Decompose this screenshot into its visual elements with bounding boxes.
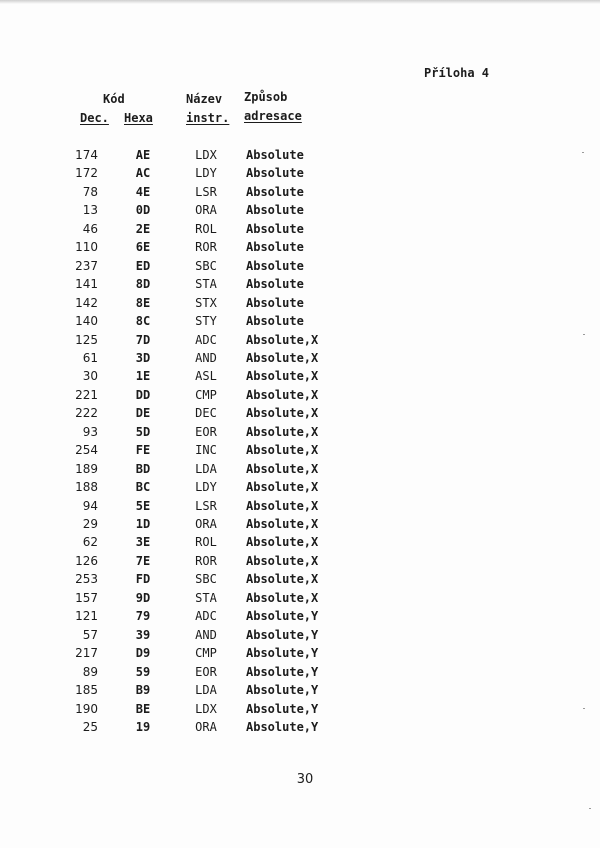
table-row: [0, 700, 600, 718]
header-hexa: Hexa: [124, 111, 153, 125]
cell-mode: Absolute,X: [246, 443, 319, 458]
cell-hex: FD: [135, 572, 151, 587]
table-row: [0, 275, 600, 293]
cell-mode: Absolute,X: [246, 350, 319, 365]
cell-dec: 89: [82, 664, 98, 679]
scan-top-edge: [0, 0, 600, 4]
cell-mode: Absolute,X: [246, 498, 319, 513]
cell-instr: ORA: [195, 517, 217, 531]
table-row: [0, 570, 600, 588]
cell-instr: SBC: [195, 258, 217, 273]
cell-instr: ROL: [195, 221, 217, 236]
cell-dec: 46: [82, 221, 98, 236]
table-row: [0, 533, 600, 551]
cell-hex: 8C: [135, 314, 151, 329]
table-row: [0, 386, 600, 404]
header-code: Kód: [103, 92, 125, 106]
cell-dec: 121: [75, 609, 98, 624]
cell-dec: 221: [75, 387, 98, 402]
cell-hex: AC: [135, 166, 151, 181]
cell-dec: 57: [82, 627, 98, 642]
cell-mode: Absolute: [246, 277, 304, 292]
cell-instr: EOR: [195, 664, 217, 679]
cell-instr: ASL: [195, 369, 217, 384]
cell-dec: 254: [75, 443, 98, 458]
cell-instr: ORA: [195, 719, 217, 734]
cell-instr: SBC: [195, 572, 217, 587]
table-row: [0, 238, 600, 256]
cell-instr: LDY: [195, 480, 217, 495]
cell-dec: 237: [75, 258, 98, 273]
table-row: [0, 663, 600, 681]
cell-dec: 78: [82, 184, 98, 199]
table-row: [0, 515, 600, 533]
cell-instr: ROL: [195, 535, 217, 550]
cell-mode: Absolute,Y: [246, 664, 319, 679]
cell-instr: LSR: [195, 498, 217, 513]
cell-instr: ORA: [195, 203, 217, 218]
cell-instr: AND: [195, 627, 217, 642]
cell-hex: 39: [135, 627, 151, 642]
cell-mode: Absolute: [246, 184, 304, 199]
cell-dec: 94: [82, 498, 98, 513]
cell-hex: 3E: [135, 535, 151, 550]
cell-dec: 13: [82, 203, 98, 218]
cell-mode: Absolute,Y: [246, 719, 319, 734]
cell-hex: BC: [135, 480, 151, 495]
cell-instr: LSR: [195, 184, 217, 199]
cell-mode: Absolute,Y: [246, 609, 319, 624]
cell-dec: 93: [82, 424, 98, 439]
scan-speck: [583, 334, 585, 335]
table-row: [0, 164, 600, 182]
cell-dec: 140: [75, 314, 98, 329]
table-row: [0, 718, 600, 736]
table-row: [0, 220, 600, 238]
cell-instr: LDA: [195, 683, 217, 698]
table-row: [0, 257, 600, 275]
cell-mode: Absolute: [246, 295, 304, 310]
cell-dec: 185: [75, 683, 98, 698]
cell-dec: 141: [75, 277, 98, 292]
cell-dec: 25: [82, 719, 98, 734]
cell-mode: Absolute,X: [246, 480, 319, 495]
table-row: [0, 183, 600, 201]
cell-dec: 222: [75, 406, 98, 421]
cell-mode: Absolute,X: [246, 387, 319, 402]
header-name: Název: [186, 92, 223, 106]
cell-mode: Absolute,X: [246, 424, 319, 439]
cell-mode: Absolute,X: [246, 461, 319, 476]
cell-instr: LDA: [195, 461, 217, 476]
cell-mode: Absolute: [246, 240, 304, 255]
cell-hex: BD: [135, 461, 151, 476]
cell-mode: Absolute,Y: [246, 646, 319, 661]
table-row: [0, 404, 600, 422]
table-row: [0, 681, 600, 699]
table-row: [0, 441, 600, 459]
cell-dec: 30: [82, 369, 98, 384]
table-row: [0, 294, 600, 312]
scan-speck: [582, 152, 584, 153]
cell-instr: LDY: [195, 166, 217, 181]
table-row: [0, 497, 600, 515]
cell-mode: Absolute,X: [246, 332, 319, 347]
cell-mode: Absolute,X: [246, 572, 319, 587]
cell-hex: 59: [135, 664, 151, 679]
table-row: [0, 644, 600, 662]
cell-hex: 19: [135, 719, 151, 734]
table-row: [0, 626, 600, 644]
cell-instr: INC: [195, 443, 217, 458]
table-row: [0, 146, 600, 164]
header-mode: Způsob: [244, 90, 288, 104]
cell-hex: BE: [135, 701, 151, 716]
cell-mode: Absolute: [246, 258, 304, 273]
cell-instr: STA: [195, 590, 217, 605]
cell-instr: EOR: [195, 424, 217, 439]
table-row: [0, 201, 600, 219]
cell-hex: ED: [135, 258, 151, 273]
cell-hex: 8D: [135, 277, 151, 292]
cell-hex: FE: [135, 443, 151, 458]
cell-dec: 217: [75, 646, 98, 661]
cell-dec: 61: [82, 350, 98, 365]
cell-hex: 5D: [135, 424, 151, 439]
cell-dec: 190: [75, 701, 98, 716]
cell-hex: 2E: [135, 221, 151, 236]
cell-mode: Absolute: [246, 221, 304, 236]
cell-mode: Absolute,X: [246, 553, 319, 568]
cell-mode: Absolute,Y: [246, 627, 319, 642]
scan-speck: [589, 808, 591, 809]
cell-dec: 110: [75, 240, 98, 255]
cell-hex: DD: [135, 387, 151, 402]
cell-hex: 1E: [135, 369, 151, 384]
cell-hex: DE: [135, 406, 151, 421]
cell-hex: 7E: [135, 553, 151, 568]
table-row: [0, 478, 600, 496]
cell-dec: 157: [75, 590, 98, 605]
scan-speck: [583, 708, 585, 709]
cell-dec: 189: [75, 461, 98, 476]
cell-instr: STX: [195, 295, 217, 310]
cell-mode: Absolute,X: [246, 406, 319, 421]
cell-mode: Absolute: [246, 166, 304, 181]
cell-hex: 8E: [135, 295, 151, 310]
cell-hex: 5E: [135, 498, 151, 513]
header-dec: Dec.: [80, 111, 109, 125]
cell-hex: 6E: [135, 240, 151, 255]
cell-mode: Absolute: [246, 314, 304, 329]
cell-dec: 126: [75, 553, 98, 568]
page-number: 30: [296, 772, 314, 787]
cell-instr: ADC: [195, 609, 217, 624]
cell-instr: STY: [195, 314, 217, 329]
table-row: [0, 331, 600, 349]
cell-hex: 1D: [135, 517, 151, 531]
table-row: [0, 423, 600, 441]
cell-hex: 0D: [135, 203, 151, 218]
cell-instr: DEC: [195, 406, 217, 421]
cell-mode: Absolute,X: [246, 590, 319, 605]
cell-hex: 79: [135, 609, 151, 624]
cell-hex: AE: [135, 148, 151, 162]
cell-mode: Absolute,X: [246, 535, 319, 550]
cell-mode: Absolute,Y: [246, 683, 319, 698]
cell-hex: 7D: [135, 332, 151, 347]
appendix-label: Příloha 4: [424, 66, 490, 80]
cell-dec: 142: [75, 295, 98, 310]
cell-dec: 172: [75, 166, 98, 181]
cell-instr: AND: [195, 350, 217, 365]
cell-instr: ROR: [195, 553, 217, 568]
cell-dec: 125: [75, 332, 98, 347]
cell-hex: 9D: [135, 590, 151, 605]
table-row: [0, 367, 600, 385]
cell-instr: LDX: [195, 148, 217, 162]
table-row: [0, 552, 600, 570]
cell-hex: D9: [135, 646, 151, 661]
cell-instr: STA: [195, 277, 217, 292]
cell-mode: Absolute,Y: [246, 701, 319, 716]
table-row: [0, 312, 600, 330]
header-addressing: adresace: [244, 109, 302, 123]
cell-dec: 188: [75, 480, 98, 495]
cell-instr: LDX: [195, 701, 217, 716]
cell-instr: ADC: [195, 332, 217, 347]
cell-instr: CMP: [195, 646, 217, 661]
cell-hex: B9: [135, 683, 151, 698]
table-row: [0, 589, 600, 607]
cell-mode: Absolute: [246, 203, 304, 218]
cell-instr: CMP: [195, 387, 217, 402]
cell-mode: Absolute,X: [246, 369, 319, 384]
table-row: [0, 460, 600, 478]
cell-mode: Absolute: [246, 148, 304, 162]
cell-hex: 3D: [135, 350, 151, 365]
cell-mode: Absolute,X: [246, 517, 319, 531]
table-row: [0, 607, 600, 625]
cell-dec: 62: [82, 535, 98, 550]
cell-hex: 4E: [135, 184, 151, 199]
table-row: [0, 349, 600, 367]
cell-instr: ROR: [195, 240, 217, 255]
header-instr: instr.: [186, 111, 230, 125]
cell-dec: 174: [75, 148, 98, 162]
cell-dec: 253: [75, 572, 98, 587]
cell-dec: 29: [82, 517, 98, 531]
